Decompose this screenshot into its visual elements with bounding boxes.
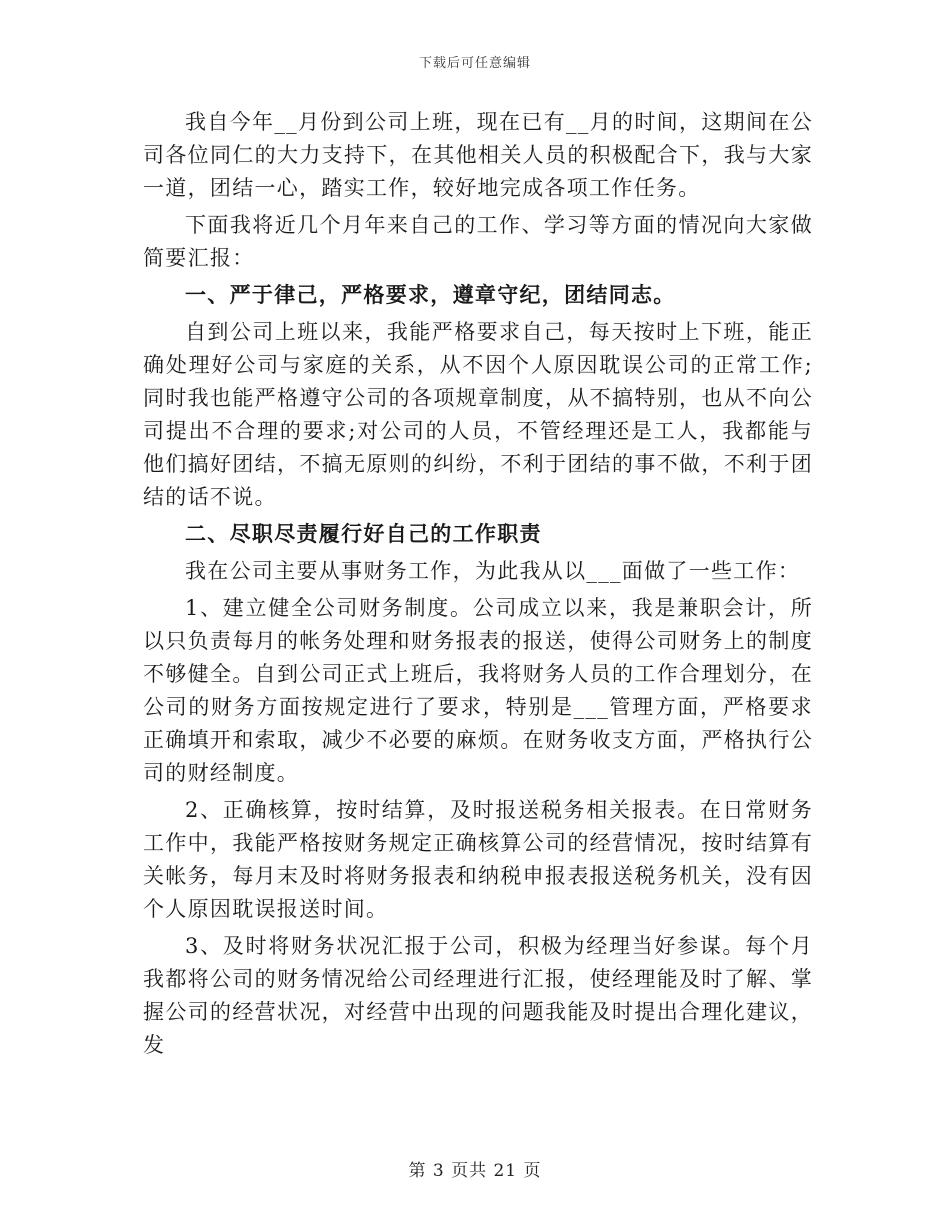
page-number-footer: 第 3 页共 21 页 bbox=[408, 1161, 542, 1181]
item-3-paragraph: 3、及时将财务状况汇报于公司，积极为经理当好参谋。每个月我都将公司的财务情况给公司经理进行汇报，使经理能及时了解、掌握公司的经营状况，对经营中出现的问题我能及时提出合理化建议，发 bbox=[143, 934, 813, 1057]
intro-paragraph: 我自今年__月份到公司上班，现在已有__月的时间，这期间在公司各位同仁的大力支持下，在其他相关人员的积极配合下，我与大家一道，团结一心，踏实工作，较好地完成各项工作任务。 bbox=[143, 110, 813, 200]
item-2-paragraph: 2、正确核算，按时结算，及时报送税务相关报表。在日常财务工作中，我能严格按财务规定正确核算公司的经营情况，按时结算有关帐务，每月末及时将财务报表和纳税申报表报送税务机关，没有因个人原因耽误报送时间。 bbox=[143, 798, 813, 921]
page-header: 下载后可任意编辑 bbox=[418, 56, 531, 71]
document-body bbox=[143, 106, 813, 1062]
section-1-paragraph: 自到公司上班以来，我能严格要求自己，每天按时上下班，能正确处理好公司与家庭的关系，从不因个人原因耽误公司的正常工作;同时我也能严格遵守公司的各项规章制度，从不搞特别，也从不向公司提出不合理的要求;对公司的人员，不管经理还是工人，我都能与他们搞好团结，不搞无原则的纠纷，不利于团结的事不做，不利于团结的话不说。 bbox=[143, 320, 813, 509]
section-heading-2: 二、尽职尽责履行好自己的工作职责 bbox=[185, 522, 542, 546]
section-2-intro-paragraph: 我在公司主要从事财务工作，为此我从以___面做了一些工作： bbox=[185, 559, 801, 583]
section-heading-1: 一、严于律己，严格要求，遵章守纪，团结同志。 bbox=[185, 283, 676, 307]
summary-intro-paragraph: 下面我将近几个月年来自己的工作、学习等方面的情况向大家做简要汇报： bbox=[143, 213, 813, 270]
item-1-paragraph: 1、建立健全公司财务制度。公司成立以来，我是兼职会计，所以只负责每月的帐务处理和财务报表的报送，使得公司财务上的制度不够健全。自到公司正式上班后，我将财务人员的工作合理划分，在公司的财务方面按规定进行了要求，特别是___管理方面，严格要求正确填开和索取，减少不必要的麻烦。在财务收支方面，严格执行公司的财经制度。 bbox=[143, 596, 813, 785]
